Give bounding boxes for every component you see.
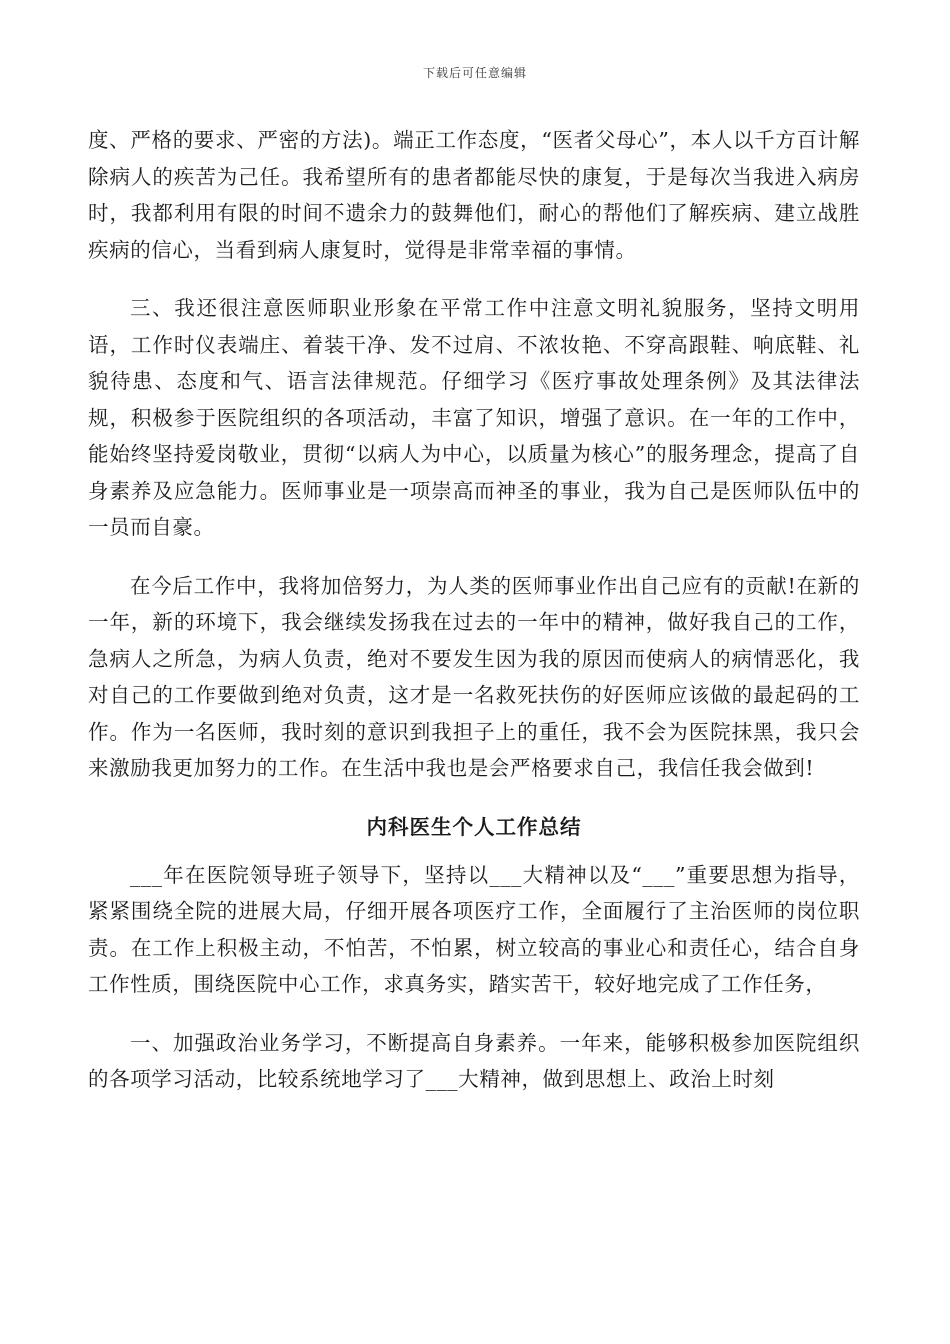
section-title: 内科医生个人工作总结 [366,814,582,839]
paragraph-political-study: 一、加强政治业务学习，不断提高自身素养。一年来，能够积极参加医院组织的各项学习活动，比较系统地学习了___大精神，做到思想上、政治上时刻 [88,1030,860,1091]
document-body [88,122,860,1120]
page-header: 下载后可任意编辑 [422,66,527,80]
paragraph-summary-intro: ___年在医院领导班子领导下，坚持以___大精神以及“___”重要思想为指导，紧紧围绕全院的进展大局，仔细开展各项医疗工作，全面履行了主治医师的岗位职责。在工作上积极主动，不怕苦，不怕累，树立较高的事业心和责任心，结合自身工作性质，围绕医院中心工作，求真务实，踏实苦干，较好地完成了工作任务， [88,862,860,996]
paragraph-professional-image: 三、我还很注意医师职业形象在平常工作中注意文明礼貌服务，坚持文明用语，工作时仪表端庄、着装干净、发不过肩、不浓妆艳、不穿高跟鞋、响底鞋、礼貌待患、态度和气、语言法律规范。仔细学习《医疗事故处理条例》及其法律法规，积极参于医院组织的各项活动，丰富了知识，增强了意识。在一年的工作中，能始终坚持爱岗敬业，贯彻“以病人为中心，以质量为核心”的服务理念，提高了自身素养及应急能力。医师事业是一项崇高而神圣的事业，我为自己是医师队伍中的一员而自豪。 [88,296,860,539]
paragraph-future-work: 在今后工作中，我将加倍努力，为人类的医师事业作出自己应有的贡献!在新的一年，新的环境下，我会继续发扬我在过去的一年中的精神，做好我自己的工作，急病人之所急，为病人负责，绝对不要发生因为我的原因而使病人的病情恶化，我对自己的工作要做到绝对负责，这才是一名救死扶伤的好医师应该做的最起码的工作。作为一名医师，我时刻的意识到我担子上的重任，我不会为医院抹黑，我只会来激励我更加努力的工作。在生活中我也是会严格要求自己，我信任我会做到! [88,573,860,780]
paragraph-continued: 度、严格的要求、严密的方法)。端正工作态度，“医者父母心”，本人以千方百计解除病人的疾苦为己任。我希望所有的患者都能尽快的康复，于是每次当我进入病房时，我都利用有限的时间不遗余力的鼓舞他们，耐心的帮他们了解疾病、建立战胜疾病的信心，当看到病人康复时，觉得是非常幸福的事情。 [88,128,860,262]
